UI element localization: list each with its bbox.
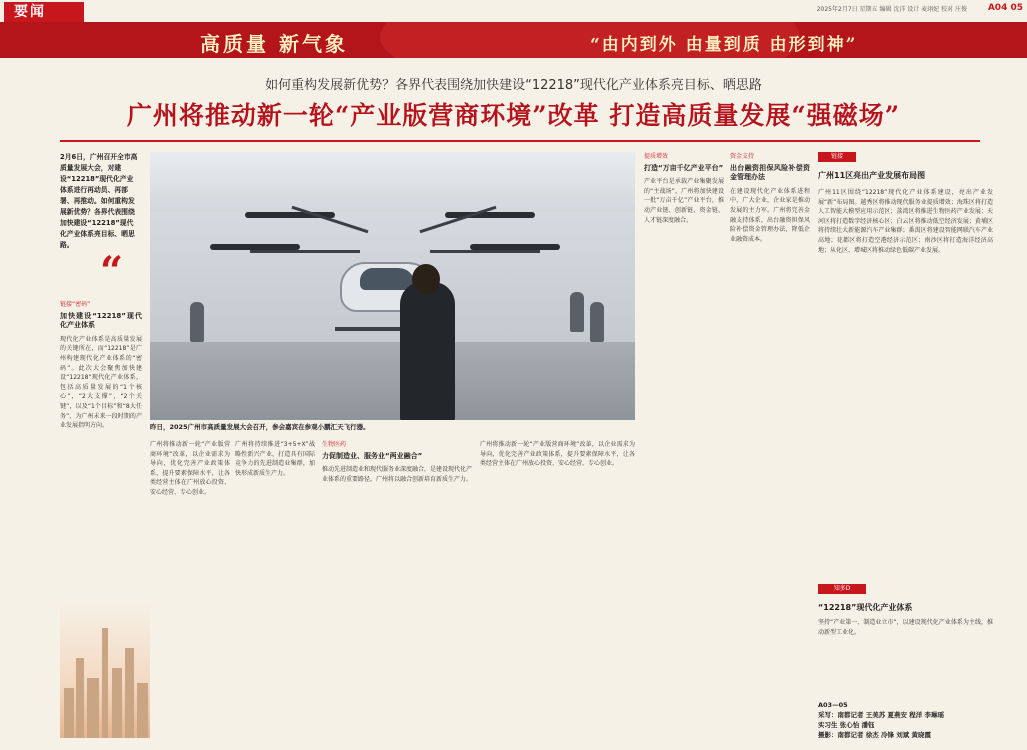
credits-writers: 采写：南都记者 王美苏 夏燕安 程洋 李琳瑶 <box>818 711 945 719</box>
theme-banner <box>0 22 1027 58</box>
column-2b-text: 广州将持续推进“3+5+X”战略性新兴产业，打造具有国际竞争力的先进制造业集群，加快形成新质生产力。 <box>235 441 315 477</box>
column-4-text: 产业平台是承载产业集聚发展的“主战场”，广州将加快建设一批“万亩千亿”产业平台，推动产业链、创新链、资金链、人才链深度融合。 <box>644 178 724 224</box>
article-headline: 广州将推动新一轮“产业版营商环境”改革 打造高质量发展“强磁场” <box>126 101 901 130</box>
column-1-text: 现代化产业体系是高质量发展的关键所在，而“12218”是广州构建现代化产业体系的“密码”。此次大会聚焦加快建设“12218”现代化产业体系，包括高质量发展的“1个核心”，“2大支撑”，“2个关键”，以及“1个目标”和“8大任务”，为广州未来一段时期的产业发展指明方向。 <box>60 335 142 430</box>
column-1-label: 链接“密码” <box>60 301 91 308</box>
masthead <box>0 0 1027 22</box>
theme-slogan-left: 高质量 新气象 <box>200 32 348 56</box>
section-tag: 要闻 <box>4 2 84 22</box>
column-3-title: 力促制造业、服务业“两业融合” <box>322 451 423 460</box>
column-4 <box>644 152 724 742</box>
news-photo <box>150 152 635 420</box>
column-5-label: 资金支持 <box>730 153 755 160</box>
credits-interns: 实习生 张心怡 潘钰 <box>818 721 875 729</box>
sidebar <box>818 152 993 742</box>
theme-slogan-right: “由内到外 由量到质 由形到神” <box>590 35 858 55</box>
column-1 <box>60 300 142 595</box>
article-kicker: 如何重构发展新优势？各界代表围绕加快建设“12218”现代化产业体系亮目标、晒思路 <box>265 78 762 93</box>
column-2-text: 广州将推动新一轮“产业版营商环境”改革，以企业需求为导向，优化完善产业政策体系，提升要素保障水平，让各类经营主体在广州放心投资、安心经营、专心创业。 <box>150 441 230 496</box>
column-2b <box>235 440 315 740</box>
page-number: A04 05 <box>987 3 1023 13</box>
city-skyline-illustration <box>60 600 150 738</box>
column-5 <box>730 152 810 742</box>
sidebar-text-2: 坚持“产业第一、制造业立市”，以建设现代化产业体系为主线，推动新型工业化。 <box>818 619 993 636</box>
photo-caption: 昨日，2025广州市高质量发展大会召开，参会嘉宾在参观小鹏汇天飞行器。 <box>150 423 370 431</box>
sidebar-text: 广州11区围绕“12218”现代化产业体系建设，亮出产业发展“新”布局图。越秀区将推动现代服务业提质增效；海珠区将打造人工智能大模型应用示范区；荔湾区将推进生物医药产业发展；天河区将打造数字经济核心区；白云区将推动低空经济发展；黄埔区将持续壮大新能源汽车产业集群；番禺区将建设智能网联汽车产业高地；花都区将打造空港经济示范区；南沙区将打造海洋经济高地；从化区、增城区将推动绿色低碳产业发展。 <box>818 189 993 254</box>
column-5-title: 出台融资担保风险补偿资金管理办法 <box>730 163 810 182</box>
column-3b-text: 广州将推动新一轮“产业版营商环境”改革，以企业需求为导向，优化完善产业政策体系，提升要素保障水平，让各类经营主体在广州放心投资、安心经营、专心创业。 <box>480 441 635 468</box>
sidebar-tag-2: 知多D <box>818 584 866 594</box>
column-1-title: 加快建设“12218”现代化产业体系 <box>60 311 142 330</box>
column-3b <box>480 440 635 740</box>
header-meta: 2025年2月7日 星期五 编辑 沈洋 设计 麦翊妃 校对 庄俊 <box>816 6 967 13</box>
column-3 <box>322 440 472 740</box>
sidebar-title-2: “12218”现代化产业体系 <box>818 603 913 612</box>
column-5-text: 在建设现代化产业体系进程中，广大企业，企业家是推动发展的主力军。广州将完善金融支持体系，出台融资担保风险补偿资金管理办法，降低企业融资成本。 <box>730 187 810 243</box>
article-lead: 2月6日，广州召开全市高质量发展大会，对建设“12218”现代化产业体系进行再动员、再部署、再推动。如何重构发展新优势？各界代表围绕加快建设“12218”现代化产业体系亮目标、晒思路。 <box>60 153 138 249</box>
sidebar-tag: 链接 <box>818 152 856 162</box>
credits-photographers: 摄影：南都记者 徐杰 冷锋 刘斌 黄晓霞 <box>818 731 932 739</box>
quote-mark-icon: “ <box>100 248 124 295</box>
sidebar-title: 广州11区亮出产业发展布局图 <box>818 171 926 180</box>
headline-rule <box>60 140 980 142</box>
column-3-text: 推动先进制造业和现代服务业深度融合，是建设现代化产业体系的重要路径，广州将以融合创新培育新质生产力。 <box>322 466 472 483</box>
column-4-label: 提质增效 <box>644 153 669 160</box>
column-3-label: 生物医药 <box>322 441 347 448</box>
column-4-title: 打造“万亩千亿产业平台” <box>644 163 724 172</box>
column-2 <box>150 440 230 740</box>
credits-pages: A03—05 <box>818 701 848 709</box>
credits <box>818 700 998 740</box>
